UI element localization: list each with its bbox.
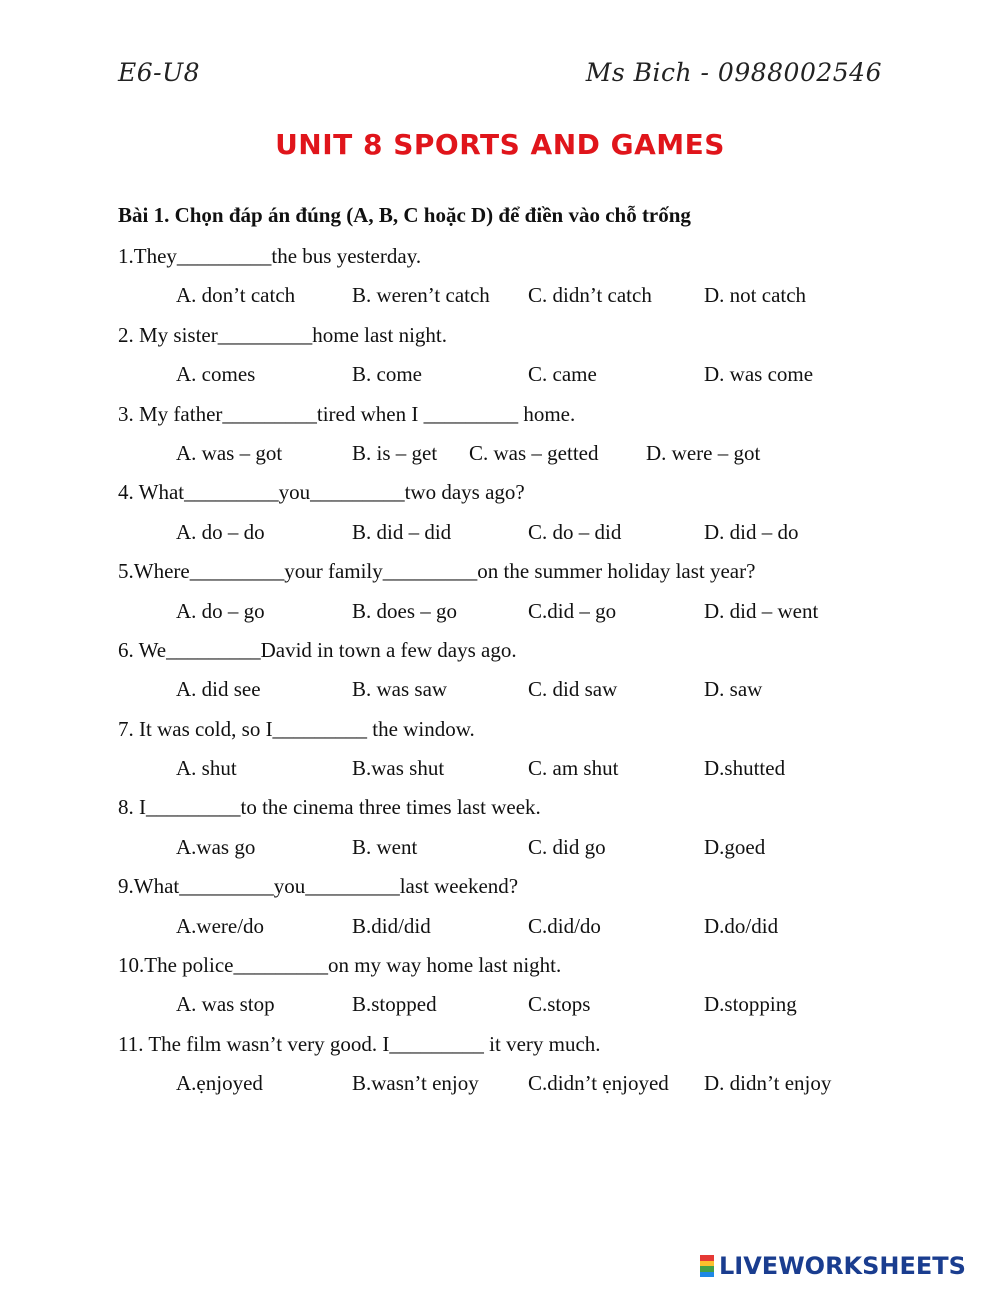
option-b[interactable]: B. was saw	[352, 677, 448, 702]
question-list	[118, 240, 898, 1107]
page-title: UNIT 8 SPORTS AND GAMES	[275, 128, 725, 161]
option-d[interactable]: D.goed	[704, 834, 766, 859]
option-c[interactable]: C.did – go	[528, 598, 617, 623]
option-b[interactable]: B. come	[352, 362, 422, 387]
answer-options	[118, 595, 898, 634]
option-c[interactable]: C. did go	[528, 834, 606, 859]
option-b[interactable]: B.stopped	[352, 992, 437, 1017]
answer-options	[118, 279, 898, 318]
option-c[interactable]: C. was – getted	[469, 440, 599, 465]
answer-options	[118, 831, 898, 870]
answer-options	[118, 358, 898, 397]
option-a[interactable]: A. shut	[176, 756, 237, 781]
option-b[interactable]: B. did – did	[352, 519, 452, 544]
answer-options	[118, 988, 898, 1027]
option-d[interactable]: D. did – went	[704, 598, 819, 623]
option-b[interactable]: B. is – get	[352, 440, 438, 465]
option-a[interactable]: A. comes	[176, 362, 256, 387]
question-text: 11. The film wasn’t very good. I_________ it very much.	[118, 1031, 601, 1056]
question-text: 6. We_________David in town a few days ago.	[118, 637, 517, 662]
option-d[interactable]: D.stopping	[704, 992, 797, 1017]
option-d[interactable]: D. saw	[704, 677, 763, 702]
option-c[interactable]: C. came	[528, 362, 597, 387]
option-a[interactable]: A.were/do	[176, 913, 265, 938]
option-c[interactable]: C.did/do	[528, 913, 601, 938]
question-text: 3. My father_________tired when I _________ home.	[118, 401, 576, 426]
option-c[interactable]: C.stops	[528, 992, 591, 1017]
option-d[interactable]: D. did – do	[704, 519, 799, 544]
option-c[interactable]: C. did saw	[528, 677, 618, 702]
option-c[interactable]: C.didn’t ẹnjoyed	[528, 1071, 669, 1096]
answer-options	[118, 437, 898, 476]
answer-options	[118, 1067, 898, 1106]
liveworksheets-mark-icon	[700, 1255, 714, 1277]
question-text: 9.What_________you_________last weekend?	[118, 874, 519, 899]
question-text: 10.The police_________on my way home last night.	[118, 953, 562, 978]
option-d[interactable]: D. was come	[704, 362, 814, 387]
option-b[interactable]: B. weren’t catch	[352, 283, 490, 308]
option-d[interactable]: D. didn’t enjoy	[704, 1071, 832, 1096]
option-a[interactable]: A. was – got	[176, 440, 283, 465]
question-text: 7. It was cold, so I_________ the window.	[118, 716, 475, 741]
answer-options	[118, 752, 898, 791]
option-b[interactable]: B.wasn’t enjoy	[352, 1071, 479, 1096]
option-d[interactable]: D.do/did	[704, 913, 779, 938]
option-a[interactable]: A. do – go	[176, 598, 265, 623]
brand-name: LIVEWORKSHEETS	[719, 1252, 966, 1280]
option-c[interactable]: C. do – did	[528, 519, 622, 544]
option-d[interactable]: D.shutted	[704, 756, 786, 781]
option-a[interactable]: A.was go	[176, 834, 256, 859]
option-b[interactable]: B.was shut	[352, 756, 445, 781]
option-a[interactable]: A. don’t catch	[176, 283, 296, 308]
instruction: Bài 1. Chọn đáp án đúng (A, B, C hoặc D) để điền vào chỗ trống	[118, 203, 691, 227]
answer-options	[118, 673, 898, 712]
option-b[interactable]: B.did/did	[352, 913, 431, 938]
question-text: 8. I_________to the cinema three times last week.	[118, 795, 541, 820]
option-d[interactable]: D. were – got	[646, 440, 761, 465]
option-b[interactable]: B. does – go	[352, 598, 457, 623]
header-code: E6-U8	[118, 58, 201, 87]
liveworksheets-logo	[700, 1252, 966, 1280]
option-a[interactable]: A. did see	[176, 677, 261, 702]
header-author: Ms Bich - 0988002546	[585, 58, 882, 87]
option-c[interactable]: C. am shut	[528, 756, 619, 781]
option-a[interactable]: A. do – do	[176, 519, 265, 544]
option-b[interactable]: B. went	[352, 834, 418, 859]
question-text: 1.They_________the bus yesterday.	[118, 244, 422, 268]
answer-options	[118, 910, 898, 949]
option-a[interactable]: A. was stop	[176, 992, 275, 1017]
option-c[interactable]: C. didn’t catch	[528, 283, 652, 308]
option-a[interactable]: A.ẹnjoyed	[176, 1071, 263, 1096]
question-text: 4. What_________you_________two days ago?	[118, 480, 525, 505]
answer-options	[118, 516, 898, 555]
question-text: 2. My sister_________home last night.	[118, 322, 447, 347]
option-d[interactable]: D. not catch	[704, 283, 807, 308]
question-text: 5.Where_________your family_________on the summer holiday last year?	[118, 559, 756, 584]
